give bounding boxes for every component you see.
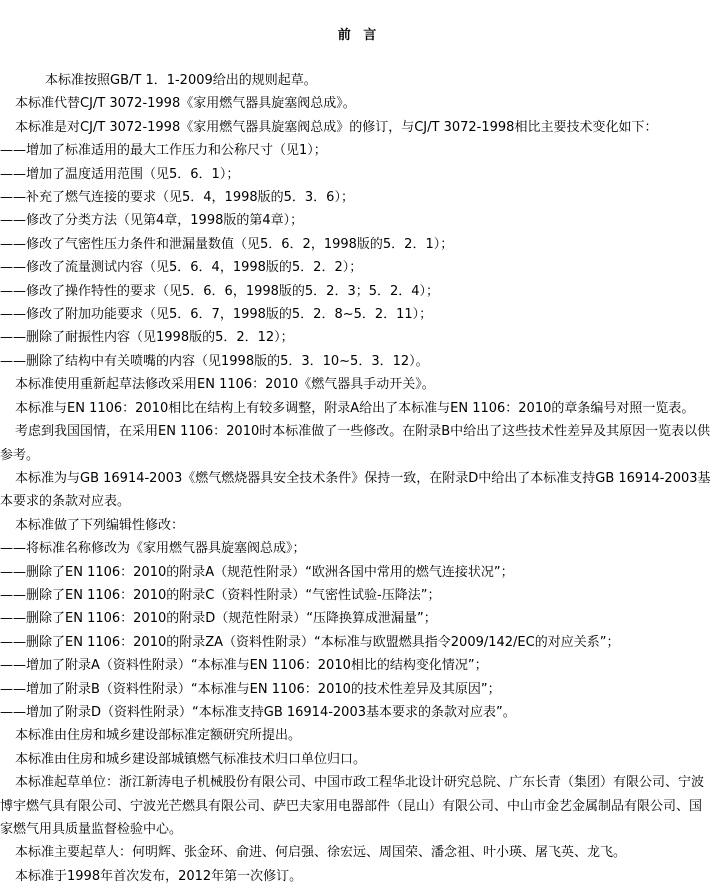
list-item-change: ——修改了流量测试内容（见5．6．4，1998版的5．2．2）； (0, 260, 363, 276)
paragraph-revision-intro: 本标准是对CJ/T 3072-1998《家用燃气器具旋塞阀总成》的修订，与CJ/T 3072-1998相比主要技术变化如下： (15, 119, 658, 135)
paragraph-proposed-by: 本标准由住房和城乡建设部标准定额研究所提出。 (15, 728, 302, 744)
paragraph-managed-by: 本标准由住房和城乡建设部城镇燃气标准技术归口单位归口。 (15, 751, 367, 767)
list-item-change: ——补充了燃气连接的要求（见5．4，1998版的5．3．6）； (0, 190, 354, 206)
paragraph-drafters: 本标准主要起草人：何明辉、张金环、俞进、何启强、徐宏远、周国荣、潘念祖、叶小瑛、屠飞英、龙飞。 (15, 845, 627, 861)
paragraph-replaces: 本标准代替CJ/T 3072-1998《家用燃气器具旋塞阀总成》。 (15, 96, 356, 112)
list-item-editorial: ——增加了附录B（资料性附录）“本标准与EN 1106：2010的技术性差异及其原因”； (0, 681, 501, 697)
list-item-editorial: ——删除了EN 1106：2010的附录A（规范性附录）“欧洲各国中常用的燃气连接状况”； (0, 564, 514, 580)
list-item-change: ——删除了耐振性内容（见1998版的5．2．12）； (0, 330, 294, 346)
list-item-change: ——删除了结构中有关喷嘴的内容（见1998版的5．3．10~5．3．12）。 (0, 353, 429, 369)
paragraph-structure: 本标准与EN 1106：2010相比在结构上有较多调整，附录A给出了本标准与EN 1106：2010的章条编号对照一览表。 (15, 400, 695, 416)
list-item-editorial: ——将标准名称修改为《家用燃气器具旋塞阀总成》； (0, 541, 306, 557)
paragraph-drafting-units: 本标准起草单位：浙江新涛电子机械股份有限公司、中国市政工程华北设计研究总院、广东长青（集团）有限公司、宁波博宇燃气具有限公司、宁波光芒燃具有限公司、萨巴夫家用电器部件（昆山）有限公司、中山市金艺金属制品有限公司、国家燃气用具质量监督检验中心。 (0, 775, 705, 837)
paragraph-adoption: 本标准使用重新起草法修改采用EN 1106：2010《燃气器具手动开关》。 (15, 377, 435, 393)
list-item-editorial: ——增加了附录D（资料性附录）“本标准支持GB 16914-2003基本要求的条款对应表”。 (0, 704, 516, 720)
list-item-change: ——修改了气密性压力条件和泄漏量数值（见5．6．2，1998版的5．2．1）； (0, 236, 454, 252)
paragraph-drafting-rules: 本标准按照GB/T 1．1-2009给出的规则起草。 (45, 73, 317, 88)
paragraph-consistency: 本标准为与GB 16914-2003《燃气燃烧器具安全技术条件》保持一致，在附录D中给出了本标准支持GB 16914-2003基本要求的条款对应表。 (0, 470, 711, 510)
paragraph-national-conditions: 考虑到我国国情，在采用EN 1106：2010时本标准做了一些修改。在附录B中给出了这些技术性差异及其原因一览表以供参考。 (0, 424, 711, 463)
list-item-editorial: ——删除了EN 1106：2010的附录C（资料性附录）“气密性试验-压降法”； (0, 587, 441, 603)
paragraph-history: 本标准于1998年首次发布，2012年第一次修订。 (15, 868, 303, 884)
list-item-change: ——增加了温度适用范围（见5．6．1）； (0, 166, 240, 182)
list-item-editorial: ——删除了EN 1106：2010的附录ZA（资料性附录）“本标准与欧盟燃具指令2009/142/EC的对应关系”； (0, 634, 620, 650)
list-item-editorial: ——增加了附录A（资料性附录）“本标准与EN 1106：2010相比的结构变化情况”； (0, 658, 488, 674)
list-item-change: ——修改了附加功能要求（见5．6．7，1998版的5．2．8~5．2．11）； (0, 307, 433, 323)
list-item-change: ——增加了标准适用的最大工作压力和公称尺寸（见1）； (0, 143, 327, 159)
list-item-change: ——修改了分类方法（见第4章，1998版的第4章）； (0, 213, 304, 229)
paragraph-editorial-intro: 本标准做了下列编辑性修改： (15, 517, 185, 533)
document-body (0, 69, 712, 888)
list-item-change: ——修改了操作特性的要求（见5．6．6，1998版的5．2．3；5．2．4）； (0, 283, 440, 299)
list-item-editorial: ——删除了EN 1106：2010的附录D（规范性附录）“压降换算成泄漏量”； (0, 611, 437, 627)
page-title: 前 言 (337, 28, 381, 43)
